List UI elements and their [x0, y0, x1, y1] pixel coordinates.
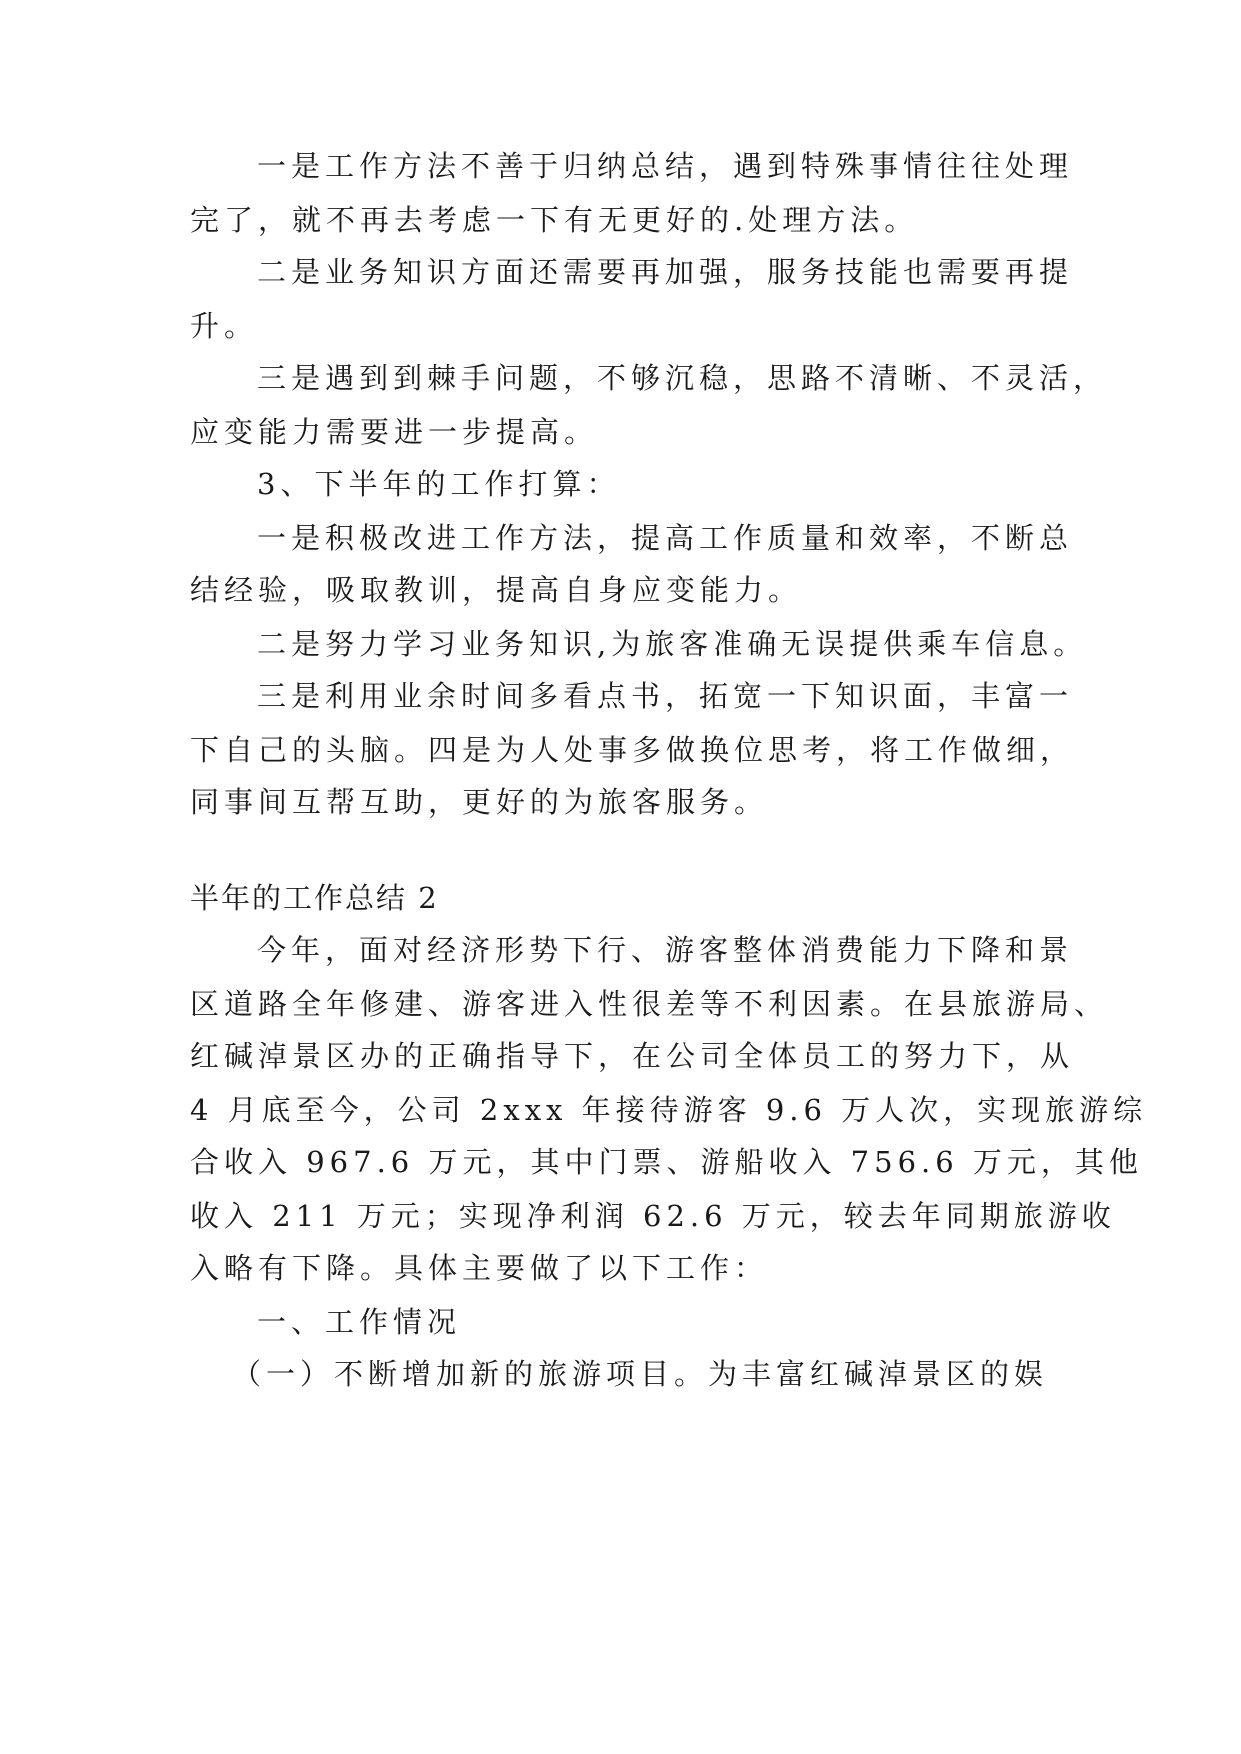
paragraph-line: 区道路全年修建、游客进入性很差等不利因素。在县旅游局、 — [190, 987, 1109, 1021]
document-section-title: 半年的工作总结 2 — [190, 881, 439, 915]
paragraph-line: 一是积极改进工作方法，提高工作质量和效率，不断总 — [257, 521, 1074, 555]
paragraph-line: 二是努力学习业务知识,为旅客准确无误提供乘车信息。 — [257, 627, 1088, 661]
paragraph-line: 三是遇到到棘手问题，不够沉稳，思路不清晰、不灵活， — [257, 361, 1108, 395]
paragraph-line: 二是业务知识方面还需要再加强，服务技能也需要再提 — [257, 255, 1074, 289]
paragraph-line: 今年，面对经济形势下行、游客整体消费能力下降和景 — [257, 933, 1074, 967]
paragraph-line: 入略有下降。具体主要做了以下工作： — [190, 1251, 769, 1285]
paragraph-line: 三是利用业余时间多看点书，拓宽一下知识面，丰富一 — [257, 679, 1074, 713]
paragraph-line: 结经验，吸取教训，提高自身应变能力。 — [190, 573, 803, 607]
paragraph-line: （一）不断增加新的旅游项目。为丰富红碱淖景区的娱 — [232, 1357, 1049, 1391]
paragraph-line: 红碱淖景区办的正确指导下，在公司全体员工的努力下，从 — [190, 1039, 1075, 1073]
paragraph-line: 4 月底至今，公司 2xxx 年接待游客 9.6 万人次，实现旅游综 — [190, 1093, 1148, 1127]
paragraph-line: 合收入 967.6 万元，其中门票、游船收入 756.6 万元，其他 — [190, 1145, 1143, 1179]
paragraph-line: 应变能力需要进一步提高。 — [190, 415, 599, 449]
paragraph-line: 完了，就不再去考虑一下有无更好的.处理方法。 — [190, 203, 919, 237]
paragraph-line: 同事间互帮互助，更好的为旅客服务。 — [190, 785, 769, 819]
section-heading: 3、下半年的工作打算： — [257, 467, 621, 501]
paragraph-line: 一是工作方法不善于归纳总结，遇到特殊事情往往处理 — [257, 149, 1074, 183]
paragraph-line: 升。 — [190, 309, 259, 343]
paragraph-line: 收入 211 万元；实现净利润 62.6 万元，较去年同期旅游收 — [190, 1199, 1116, 1233]
section-heading: 一、工作情况 — [257, 1305, 462, 1339]
paragraph-line: 下自己的头脑。四是为人处事多做换位思考，将工作做细， — [190, 733, 1075, 767]
